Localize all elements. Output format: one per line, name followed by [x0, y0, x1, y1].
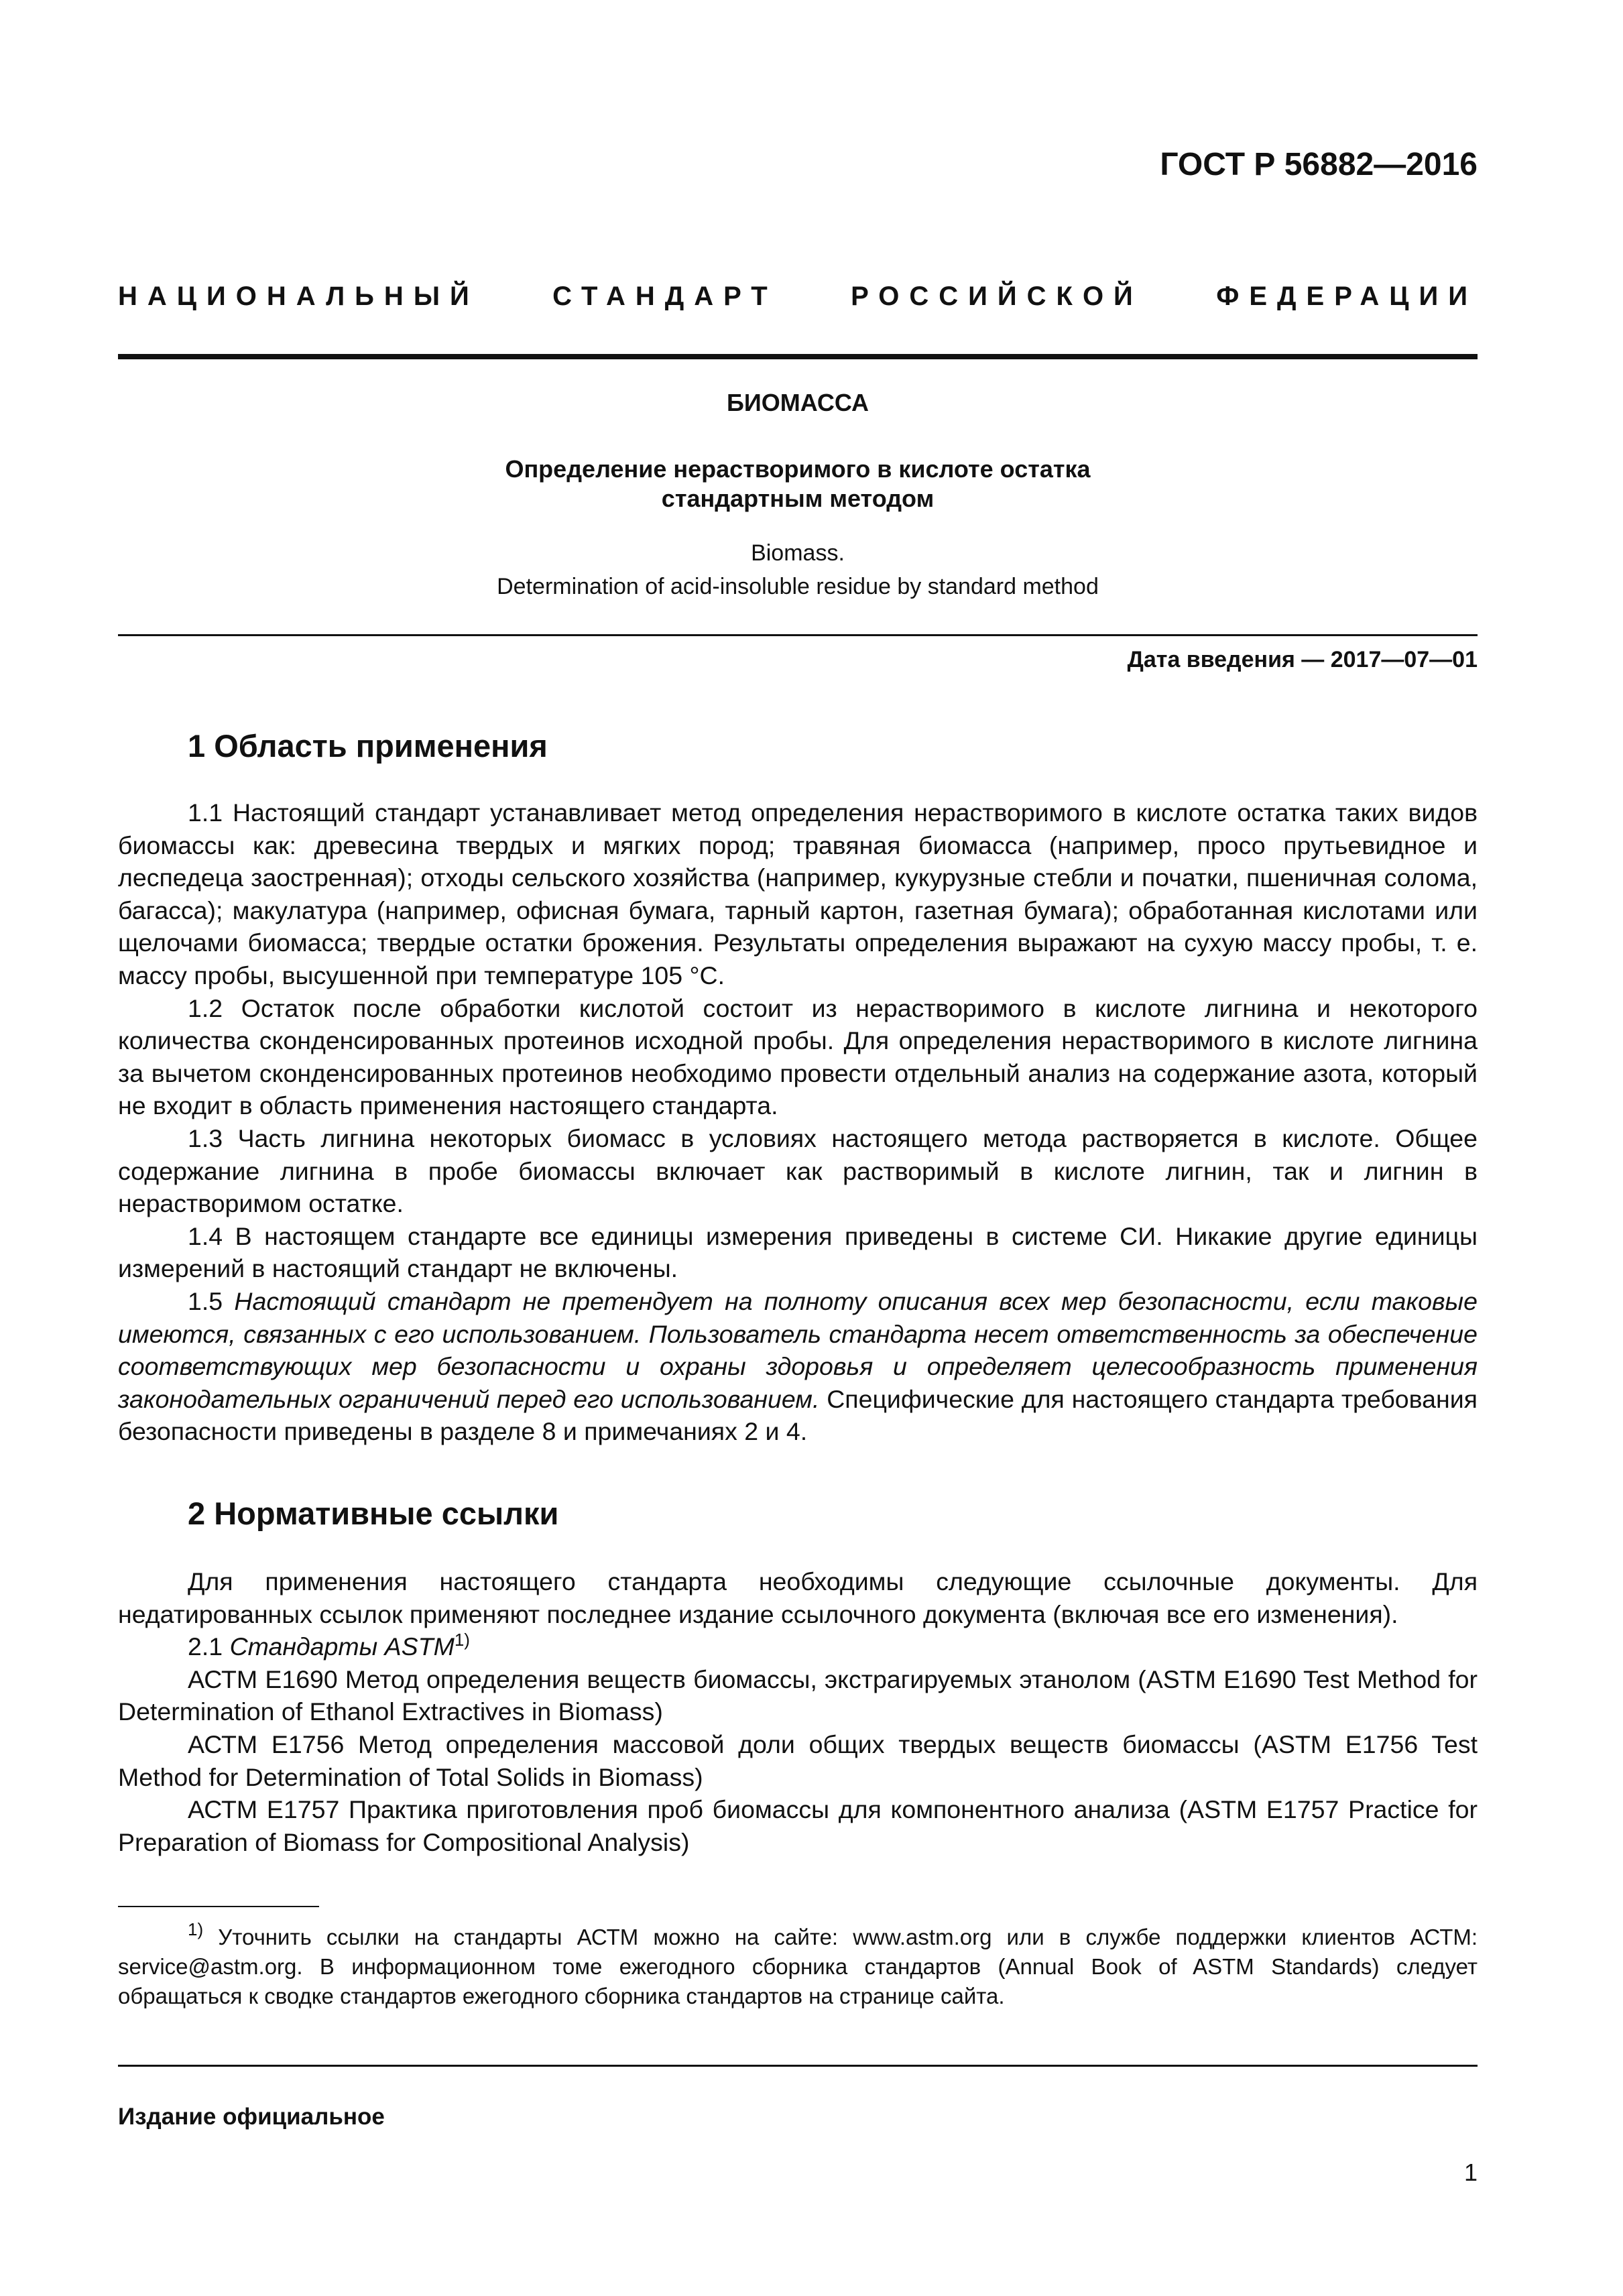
- title-rule: [118, 634, 1478, 636]
- paragraph-2-1-number: 2.1: [188, 1632, 223, 1661]
- section-1-heading: 1 Область применения: [188, 728, 548, 764]
- page-number: 1: [1463, 2159, 1478, 2186]
- document-title: БИОМАССА: [727, 389, 869, 416]
- subtitle-line-2: стандартным методом: [661, 485, 935, 512]
- paragraph-1-5-rest: Специфические для настоящего стандарта требования безопасности приведены в разделе 8 и примечаниях 2 и 4.: [118, 1384, 1478, 1446]
- reference-astm-e1757: АСТМ Е1757 Практика приготовления проб биомассы для компонентного анализа (ASTM E1757 Practice for Preparation of Biomass for Compositional Analysis): [118, 1795, 1478, 1856]
- footnote-mark: 1): [188, 1919, 204, 1939]
- document-subtitle: [118, 455, 1478, 513]
- footnote: [118, 1919, 1478, 2011]
- subtitle-line-1: Определение нерастворимого в кислоте остатка: [505, 455, 1091, 483]
- introduction-date: Дата введения — 2017—07—01: [1127, 647, 1478, 672]
- section-2-heading: 2 Нормативные ссылки: [188, 1496, 559, 1531]
- footnote-separator: [118, 1906, 319, 1907]
- footnote-text: Уточнить ссылки на стандарты АСТМ можно на сайте: www.astm.org или в службе поддержки клиентов АСТМ: service@astm.org. В информационном томе ежегодного сборника стандартов (Annual Book of ASTM Standards) следует обращаться к сводке стандартов ежегодного сборника стандартов на странице сайта.: [118, 1925, 1478, 2008]
- footnote-reference: 1): [454, 1630, 470, 1650]
- english-title-line-1: Biomass.: [751, 540, 845, 566]
- paragraph-1-2: 1.2 Остаток после обработки кислотой состоит из нерастворимого в кислоте лигнина и некоторого количества сконденсированных протеинов исходной пробы. Для определения нерастворимого в кислоте лигнина за вычетом сконденсированных протеинов необходимо провести отдельный анализ на содержание азота, который не входит в область применения настоящего стандарта.: [118, 993, 1478, 1120]
- paragraph-2-1: [118, 1630, 1478, 1663]
- reference-astm-e1756: АСТМ Е1756 Метод определения массовой доли общих твердых веществ биомассы (ASTM E1756 Test Method for Determination of Total Solids in Biomass): [118, 1730, 1478, 1791]
- footer-rule: [118, 2065, 1478, 2067]
- paragraph-1-4: 1.4 В настоящем стандарте все единицы измерения приведены в системе СИ. Никакие другие единицы измерений в настоящий стандарт не включены.: [118, 1221, 1478, 1283]
- reference-astm-e1690: АСТМ Е1690 Метод определения веществ биомассы, экстрагируемых этанолом (ASTM E1690 Test Method for Determination of Ethanol Extractives in Biomass): [118, 1665, 1478, 1726]
- english-title: [118, 536, 1478, 603]
- paragraph-2-intro: Для применения настоящего стандарта необходимы следующие ссылочные документы. Для недатированных ссылок применяют последнее издание ссылочного документа (включая все его изменения).: [118, 1567, 1478, 1628]
- paragraph-1-5-safety-notice: Настоящий стандарт не претендует на полноту описания всех мер безопасности, если таковые имеются, связанных с его использованием. Пользователь стандарта несет ответственность за обеспечение соответствующих мер безопасности и охраны здоровья и определяет целесообразность применения законодательных ограничений перед его использованием.: [118, 1286, 1478, 1413]
- section-2-body: [118, 1565, 1478, 1858]
- document-code: ГОСТ Р 56882—2016: [1160, 147, 1478, 182]
- section-1-body: [118, 796, 1478, 1448]
- paragraph-2-1-title: Стандарты ASTM: [229, 1632, 455, 1661]
- english-title-line-2: Determination of acid-insoluble residue by standard method: [497, 574, 1099, 599]
- paragraph-1-5: [118, 1285, 1478, 1448]
- national-standard-heading: НАЦИОНАЛЬНЫЙ СТАНДАРТ РОССИЙСКОЙ ФЕДЕРАЦИИ: [118, 282, 1478, 311]
- paragraph-1-1: 1.1 Настоящий стандарт устанавливает метод определения нерастворимого в кислоте остатка таких видов биомассы как: древесина твердых и мягких пород; травяная биомасса (например, просо прутьевидное и леспедеца заостренная); отходы сельского хозяйства (например, кукурузные стебли и початки, пшеничная солома, багасса); макулатура (например, офисная бумага, тарный картон, газетная бумага); обработанная кислотами или щелочами биомасса; твердые остатки брожения. Результаты определения выражают на сухую массу пробы, т. е. массу пробы, высушенной при температуре 105 °С.: [118, 798, 1478, 989]
- paragraph-1-3: 1.3 Часть лигнина некоторых биомасс в условиях настоящего метода растворяется в кислоте. Общее содержание лигнина в пробе биомассы включает как растворимый в кислоте лигнин, так и лигнин в нерастворимом остатке.: [118, 1124, 1478, 1218]
- header-rule: [118, 354, 1478, 359]
- paragraph-1-5-number: 1.5: [188, 1286, 223, 1315]
- official-edition-label: Издание официальное: [118, 2104, 385, 2130]
